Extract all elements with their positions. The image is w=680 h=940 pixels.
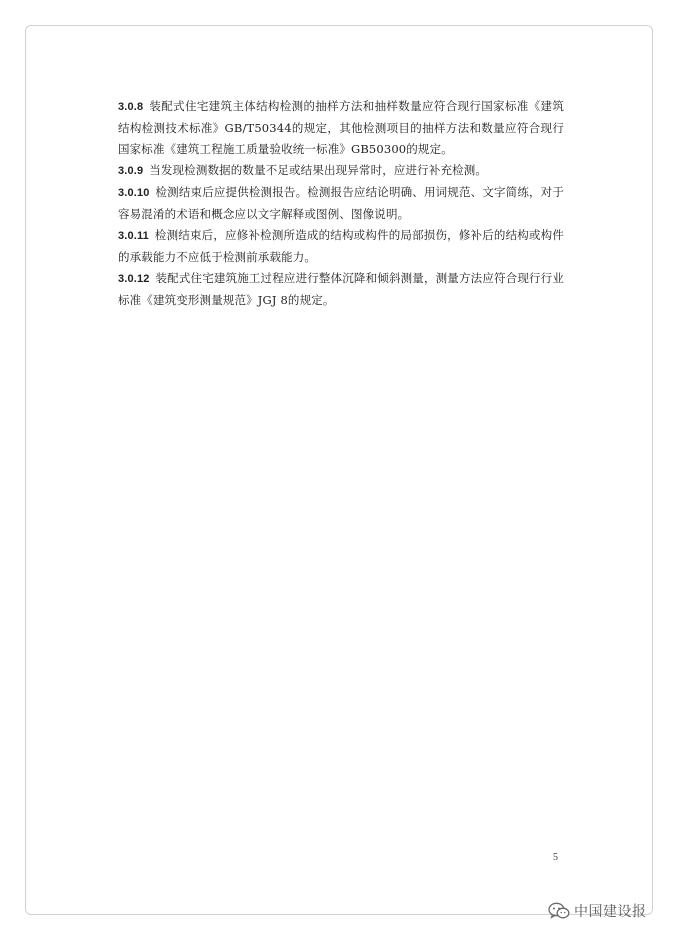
clause-number: 3.0.10 — [118, 187, 150, 199]
clause-number: 3.0.12 — [118, 273, 150, 285]
clause-text: 检测结束后，应修补检测所造成的结构或构件的局部损伤，修补后的结构或构件的承载能力不应低于检测前承载能力。 — [118, 228, 564, 264]
clause-number: 3.0.8 — [118, 101, 144, 113]
clause-number: 3.0.11 — [118, 230, 149, 242]
clause-number: 3.0.9 — [118, 165, 144, 177]
clause-text: 装配式住宅建筑主体结构检测的抽样方法和抽样数量应符合现行国家标准《建筑结构检测技术标准》GB/T50344的规定，其他检测项目的抽样方法和数量应符合现行国家标准《建筑工程施工质量验收统一标准》GB50300的规定。 — [118, 99, 564, 156]
clause-3-0-9 — [118, 160, 564, 182]
clause-text: 当发现检测数据的数量不足或结果出现异常时，应进行补充检测。 — [149, 163, 488, 177]
source-watermark — [548, 899, 647, 923]
clause-3-0-12 — [118, 268, 564, 311]
clause-text: 装配式住宅建筑施工过程应进行整体沉降和倾斜测量，测量方法应符合现行行业标准《建筑变形测量规范》JGJ 8的规定。 — [118, 271, 564, 307]
document-body — [118, 96, 564, 311]
page-number: 5 — [553, 852, 558, 863]
clause-3-0-10 — [118, 182, 564, 225]
clause-3-0-11 — [118, 225, 564, 268]
watermark-text: 中国建设报 — [574, 904, 647, 920]
clause-text: 检测结束后应提供检测报告。检测报告应结论明确、用词规范、文字简练，对于容易混淆的术语和概念应以文字解释或图例、图像说明。 — [118, 185, 564, 221]
wechat-icon — [548, 902, 570, 920]
clause-3-0-8 — [118, 96, 564, 160]
